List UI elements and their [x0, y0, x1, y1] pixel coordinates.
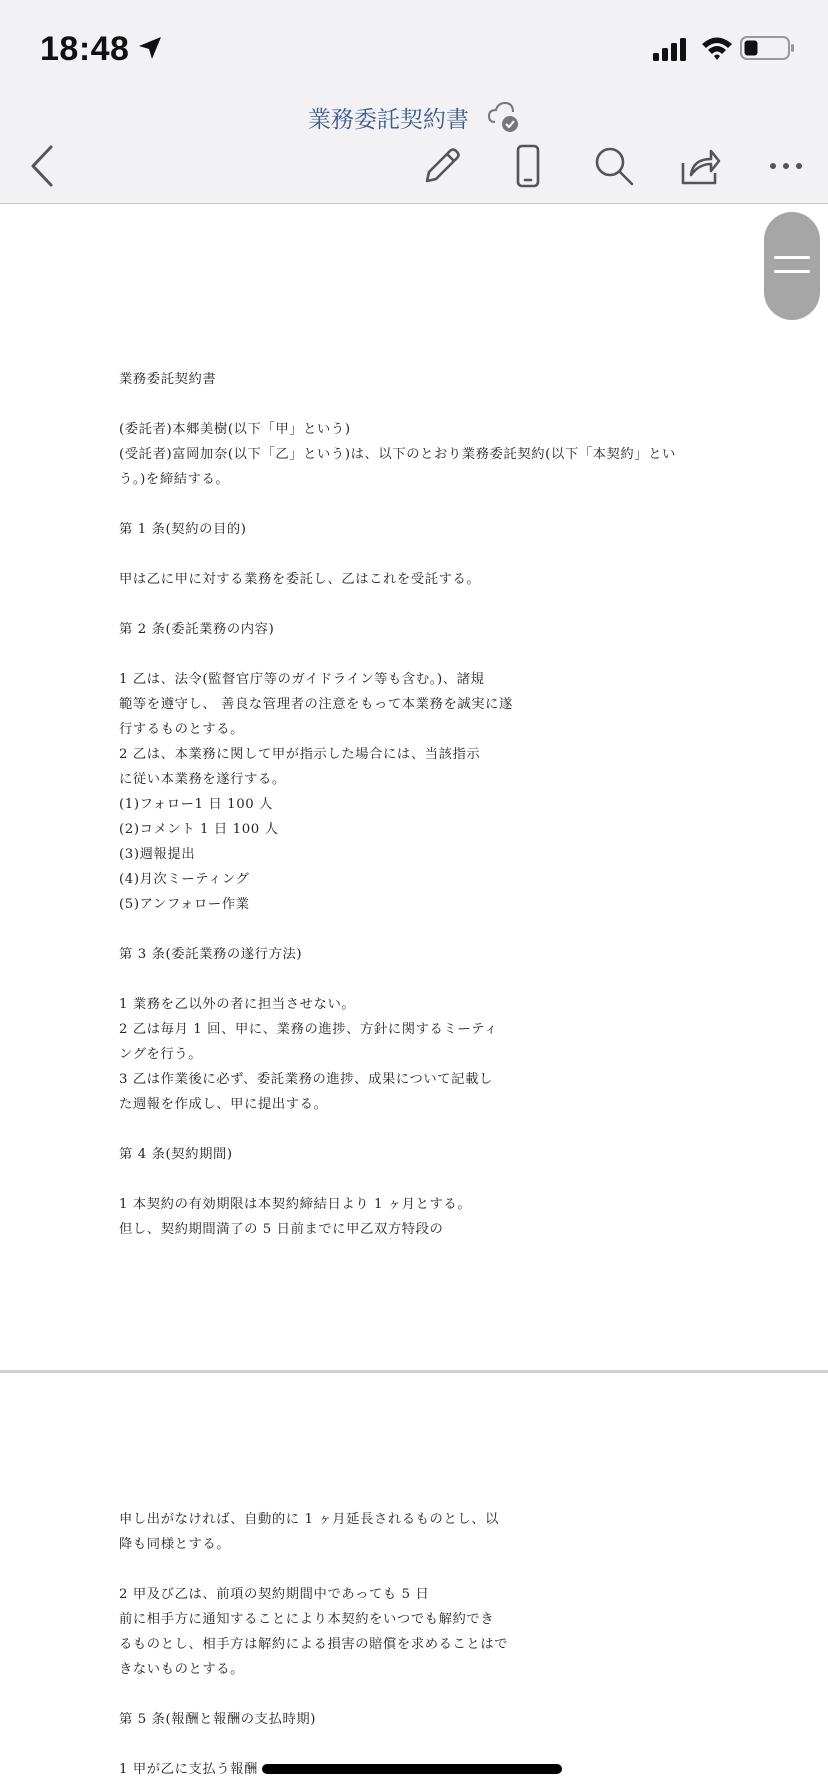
- page-1-text: [119, 367, 739, 1242]
- blank-line: [119, 917, 739, 942]
- document-line: 1 甲が乙に支払う報酬: [119, 1762, 258, 1777]
- edit-button[interactable]: [416, 140, 468, 192]
- wifi-icon: [700, 34, 734, 62]
- document-line: 1 本契約の有効期限は本契約締結日より 1 ヶ月とする。: [119, 1197, 472, 1212]
- document-line: 1 乙は、法令(監督官庁等のガイドライン等も含む。)、諸規: [119, 672, 485, 687]
- document-line: 3 乙は作業後に必ず、委託業務の進捗、成果について記載し: [119, 1072, 493, 1087]
- share-button[interactable]: [674, 140, 726, 192]
- document-title-bar[interactable]: [0, 100, 828, 134]
- status-bar: [0, 0, 828, 92]
- cloud-saved-icon: [486, 100, 520, 134]
- blank-line: [119, 1117, 739, 1142]
- document-line: (受託者)富岡加奈(以下「乙」という)は、以下のとおり業務委託契約(以下「本契約」とい: [119, 447, 677, 462]
- scroll-handle[interactable]: [764, 212, 820, 320]
- document-line: 第 3 条(委託業務の遂行方法): [119, 947, 303, 962]
- search-button[interactable]: [588, 140, 640, 192]
- document-line: う。)を締結する。: [119, 472, 230, 487]
- document-line: 降も同様とする。: [119, 1537, 231, 1552]
- status-time: 18:48: [40, 30, 130, 68]
- blank-line: [119, 592, 739, 617]
- blank-line: [119, 1167, 739, 1192]
- document-line: 第 4 条(契約期間): [119, 1147, 233, 1162]
- blank-line: [119, 542, 739, 567]
- document-line: 2 乙は、本業務に関して甲が指示した場合には、当該指示: [119, 747, 481, 762]
- document-line: (3)週報提出: [119, 847, 196, 862]
- document-line: (委託者)本郷美樹(以下「甲」という): [119, 422, 351, 437]
- document-line: (2)コメント 1 日 100 人: [119, 822, 279, 837]
- blank-line: [119, 1682, 739, 1707]
- document-line: 但し、契約期間満了の 5 日前までに甲乙双方特段の: [119, 1222, 444, 1237]
- home-indicator[interactable]: [262, 1764, 562, 1774]
- page-2-text: [119, 1507, 739, 1782]
- document-line: 行するものとする。: [119, 722, 245, 737]
- document-line: (4)月次ミーティング: [119, 872, 250, 887]
- location-arrow-icon: [136, 34, 164, 62]
- document-line: るものとし、相手方は解約による損害の賠償を求めることはで: [119, 1637, 509, 1652]
- blank-line: [119, 967, 739, 992]
- document-line: 第 2 条(委託業務の内容): [119, 622, 275, 637]
- document-line: 前に相手方に通知することにより本契約をいつでも解約でき: [119, 1612, 495, 1627]
- document-line: ングを行う。: [119, 1047, 203, 1062]
- phone-layout-icon: [505, 143, 551, 189]
- document-line: 1 業務を乙以外の者に担当させない。: [119, 997, 356, 1012]
- back-chevron-icon: [21, 143, 67, 189]
- back-button[interactable]: [18, 140, 70, 192]
- document-title[interactable]: 業務委託契約書: [307, 106, 469, 133]
- document-line: (1)フォロー1 日 100 人: [119, 797, 274, 812]
- document-line: 申し出がなければ、自動的に 1 ヶ月延長されるものとし、以: [119, 1512, 500, 1527]
- blank-line: [119, 1557, 739, 1582]
- blank-line: [119, 492, 739, 517]
- search-icon: [591, 143, 637, 189]
- pencil-icon: [419, 143, 465, 189]
- share-icon: [677, 143, 723, 189]
- document-line: 甲は乙に甲に対する業務を委託し、乙はこれを受託する。: [119, 572, 481, 587]
- document-line: 範等を遵守し、 善良な管理者の注意をもって本業務を誠実に遂: [119, 697, 513, 712]
- document-line: 第 5 条(報酬と報酬の支払時期): [119, 1712, 317, 1727]
- more-button[interactable]: [760, 140, 812, 192]
- toolbar: [0, 130, 828, 202]
- document-line: 2 甲及び乙は、前項の契約期間中であっても 5 日: [119, 1587, 430, 1602]
- document-page-1[interactable]: [0, 204, 828, 1370]
- document-line: 2 乙は毎月 1 回、甲に、業務の進捗、方針に関するミーティ: [119, 1022, 498, 1037]
- more-icon: [763, 143, 809, 189]
- document-line: きないものとする。: [119, 1662, 245, 1677]
- blank-line: [119, 642, 739, 667]
- blank-line: [119, 392, 739, 417]
- document-line: 業務委託契約書: [119, 372, 217, 387]
- cellular-signal-icon: [652, 36, 692, 62]
- document-line: (5)アンフォロー作業: [119, 897, 250, 912]
- document-line: た週報を作成し、甲に提出する。: [119, 1097, 328, 1112]
- document-page-2[interactable]: [0, 1373, 828, 1792]
- blank-line: [119, 1732, 739, 1757]
- document-line: 第 1 条(契約の目的): [119, 522, 247, 537]
- battery-icon: [740, 34, 796, 62]
- mobile-view-button[interactable]: [502, 140, 554, 192]
- document-line: に従い本業務を遂行する。: [119, 772, 286, 787]
